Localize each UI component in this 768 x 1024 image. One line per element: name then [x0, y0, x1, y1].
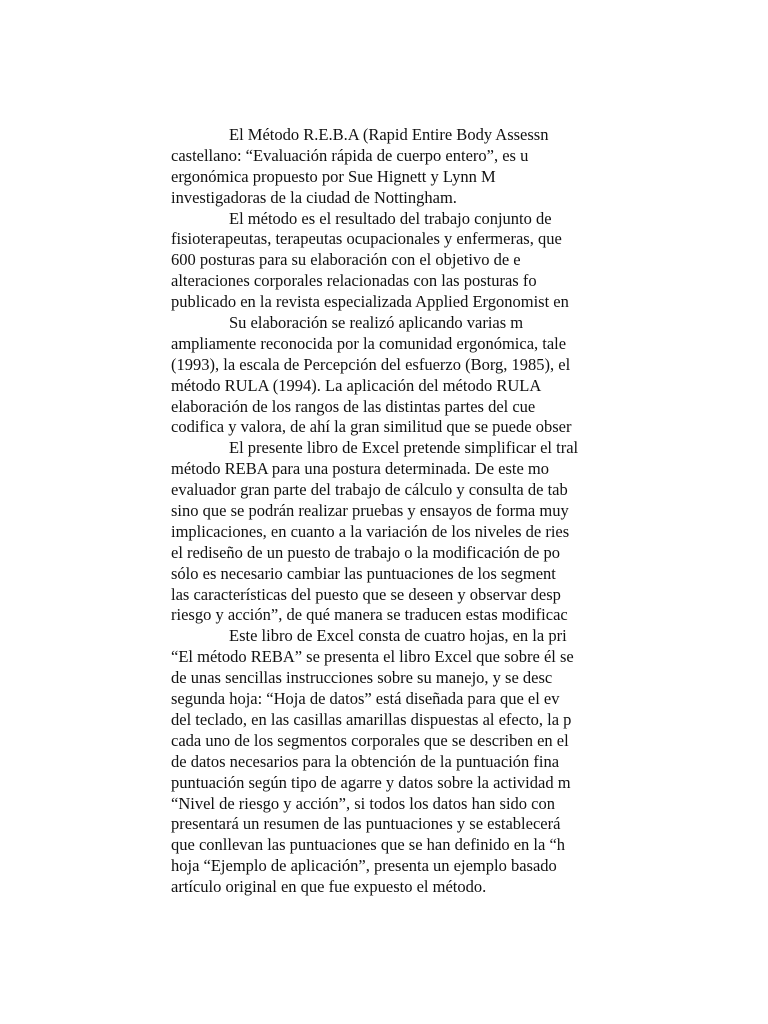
text-line: del teclado, en las casillas amarillas dispuestas al efecto, la p: [171, 709, 572, 729]
text-line: investigadoras de la ciudad de Nottingham.: [171, 187, 457, 207]
paragraph-excel-purpose: [171, 438, 637, 626]
text-line: que conllevan las puntuaciones que se han definido en la “h: [171, 835, 566, 855]
text-line: presentará un resumen de las puntuaciones y se establecerá: [171, 814, 561, 834]
text-line: ampliamente reconocida por la comunidad ergonómica, tale: [171, 333, 567, 353]
text-line: riesgo y acción”, de qué manera se traducen estas modificac: [171, 605, 568, 625]
text-line: codifica y valora, de ahí la gran similitud que se puede obser: [171, 417, 572, 437]
text-line: método REBA para una postura determinada. De este mo: [171, 459, 550, 479]
text-line: elaboración de los rangos de las distintas partes del cue: [171, 396, 536, 416]
document-body: [171, 125, 637, 898]
text-line: Su elaboración se realizó aplicando varias m: [229, 313, 524, 333]
text-line: sólo es necesario cambiar las puntuaciones de los segment: [171, 563, 556, 583]
text-line: puntuación según tipo de agarre y datos sobre la actividad m: [171, 772, 571, 792]
text-line: ergonómica propuesto por Sue Hignett y Lynn M: [171, 166, 496, 186]
text-line: cada uno de los segmentos corporales que se describen en el: [171, 730, 569, 750]
text-line: las características del puesto que se deseen y observar desp: [171, 584, 561, 604]
text-line: El Método R.E.B.A (Rapid Entire Body Assessn: [229, 125, 549, 144]
text-line: publicado en la revista especializada Applied Ergonomist en: [171, 292, 569, 312]
text-line: castellano: “Evaluación rápida de cuerpo entero”, es u: [171, 145, 529, 165]
text-line: El presente libro de Excel pretende simplificar el tral: [229, 438, 579, 458]
text-line: “Nivel de riesgo y acción”, si todos los datos han sido con: [171, 793, 556, 813]
text-line: hoja “Ejemplo de aplicación”, presenta un ejemplo basado: [171, 856, 557, 876]
paragraph-elaboration: [171, 313, 637, 438]
text-line: método RULA (1994). La aplicación del método RULA: [171, 375, 542, 395]
text-line: evaluador gran parte del trabajo de cálculo y consulta de tab: [171, 480, 568, 500]
text-line: implicaciones, en cuanto a la variación de los niveles de ries: [171, 521, 570, 541]
text-line: de datos necesarios para la obtención de la puntuación fina: [171, 751, 560, 771]
text-line: sino que se podrán realizar pruebas y ensayos de forma muy: [171, 501, 569, 521]
text-line: 600 posturas para su elaboración con el objetivo de e: [171, 250, 521, 270]
paragraph-reba-intro: [171, 125, 637, 209]
text-line: segunda hoja: “Hoja de datos” está diseñada para que el ev: [171, 689, 560, 709]
text-line: de unas sencillas instrucciones sobre su manejo, y se desc: [171, 668, 553, 688]
paragraph-method-origin: [171, 209, 637, 313]
paragraph-excel-sheets: [171, 626, 637, 898]
text-line: el rediseño de un puesto de trabajo o la modificación de po: [171, 542, 560, 562]
text-line: “El método REBA” se presenta el libro Excel que sobre él se: [171, 647, 574, 667]
text-line: El método es el resultado del trabajo conjunto de: [229, 208, 552, 228]
text-line: alteraciones corporales relacionadas con las posturas fo: [171, 271, 537, 291]
text-line: fisioterapeutas, terapeutas ocupacionales y enfermeras, que: [171, 229, 562, 249]
text-line: Este libro de Excel consta de cuatro hojas, en la pri: [229, 626, 567, 646]
text-line: artículo original en que fue expuesto el método.: [171, 877, 487, 897]
text-line: (1993), la escala de Percepción del esfuerzo (Borg, 1985), el: [171, 354, 571, 374]
